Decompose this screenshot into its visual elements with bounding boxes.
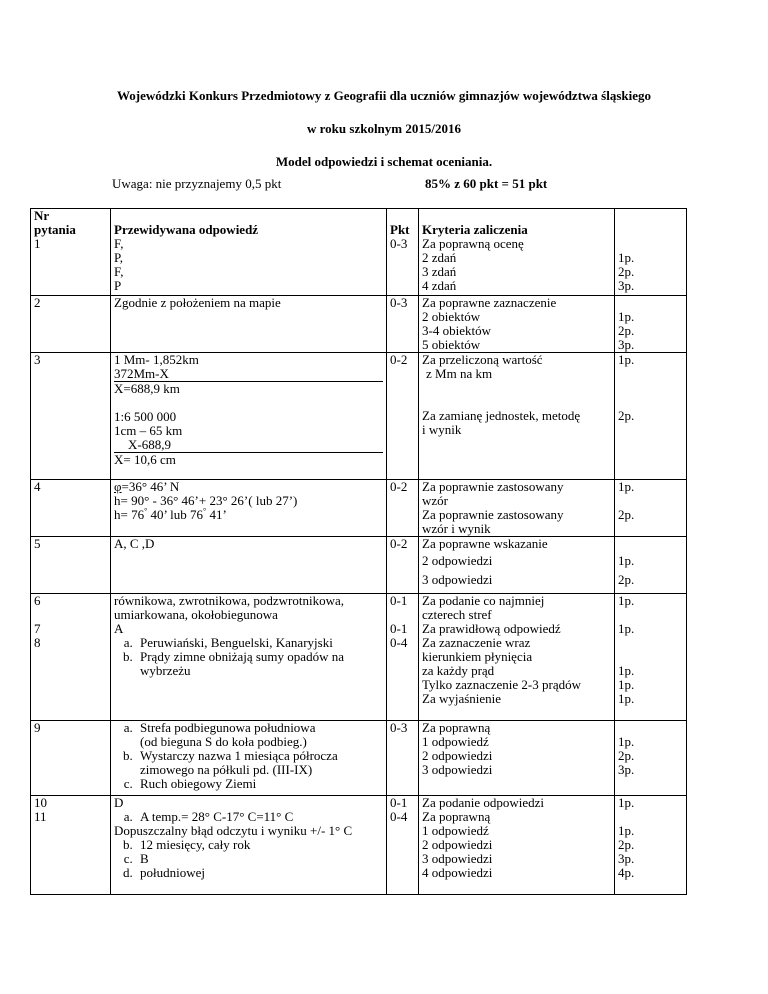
question-number: 1: [34, 236, 41, 251]
question-number: 7: [34, 621, 41, 636]
q9-answer-list: a. Strefa podbiegunowa południowa (od bieguna S do koła podbieg.) b. Wystarczy nazwa 1 miesiąca półrocza zimowego na półkuli pd. (III-IX) c. Ruch obiegowy Ziemi: [114, 721, 383, 791]
table-row-q5: 5 A, C ,D 0-2 Za poprawne wskazanie 2 odpowiedzi 3 odpowiedzi 1p. 2p.: [31, 537, 687, 594]
table-row-q6-q8: 6 7 8 równikowa, zwrotnikowa, podzwrotnikowa, umiarkowana, okołobiegunowa A a. Peruwiański, Benguelski, Kanaryjski b. Prądy zimne obniżają sumy opadów na wybrzeżu 0-1 0-1 0-4 Za podanie co najmniej czterech stref Za prawidłową odpowiedź Za zaznaczenie wraz kierunkiem płynięcia za każdy prąd Tylko zaznaczenie 2-3 prądów Za wyjaśnienie 1p. 1p. 1p. 1p. 1p.: [31, 594, 687, 721]
question-number: 3: [34, 352, 41, 367]
header-subtitle: Model odpowiedzi i schemat oceniania.: [275, 154, 493, 169]
q11-answer-list: a. A temp.= 28° C-17° C=11° C: [114, 810, 383, 824]
question-number: 8: [34, 635, 41, 650]
question-number: 5: [34, 536, 41, 551]
question-number: 11: [34, 809, 47, 824]
question-number: 10: [34, 795, 47, 810]
points-range: 0-3: [390, 236, 408, 251]
column-header-pkt: Pkt: [390, 222, 410, 237]
column-header-nr: Nr: [34, 208, 50, 223]
question-number: 2: [34, 295, 41, 310]
pass-threshold: 85% z 60 pkt = 51 pkt: [425, 176, 548, 191]
header-school-year: w roku szkolnym 2015/2016: [307, 121, 461, 136]
note-half-points: Uwaga: nie przyznajemy 0,5 pkt: [112, 176, 282, 191]
q8-answer-list: a. Peruwiański, Benguelski, Kanaryjski b. Prądy zimne obniżają sumy opadów na wybrzeżu: [114, 636, 383, 678]
question-number: 4: [34, 479, 41, 494]
question-number: 9: [34, 720, 41, 735]
table-row-q9: 9 a. Strefa podbiegunowa południowa (od bieguna S do koła podbieg.) b. Wystarczy nazwa 1 miesiąca półrocza zimowego na półkuli pd. (III-IX) c. Ruch obiegowy Ziemi 0-3 Za poprawną 1 odpowiedź 2 odpowiedzi 3 odpowiedzi 1p. 2p. 3p.: [31, 721, 687, 796]
column-header-answer: Przewidywana odpowiedź: [114, 222, 259, 237]
question-number: 6: [34, 593, 41, 608]
answer-key-table: [30, 208, 687, 895]
table-row-q3: 3 1 Mm- 1,852km 372Mm-X X=688,9 km 1:6 500 000 1cm – 65 km X-688,9 X= 10,6 cm 0-2 Za przeliczoną wartość z Mm na km Za zamianę jednostek, metodę i wynik 1p. 2p.: [31, 353, 687, 480]
table-row-q2: 2 Zgodnie z położeniem na mapie 0-3 Za poprawne zaznaczenie 2 obiektów 3-4 obiektów 5 obiektów 1p. 2p. 3p.: [31, 296, 687, 353]
table-row-q4: 4 φ=36° 46’ N h= 90° - 36° 46’+ 23° 26’( lub 27’) h= 76° 40’ lub 76° 41’ 0-2 Za poprawnie zastosowany wzór Za poprawnie zastosowany wzór i wynik 1p. 2p.: [31, 480, 687, 537]
header-title: Wojewódzki Konkurs Przedmiotowy z Geografii dla uczniów gimnazjów województwa śląskiego: [116, 88, 652, 103]
column-header-criteria: Kryteria zaliczenia: [422, 222, 528, 237]
table-row-q10-q11: 10 11 D a. A temp.= 28° C-17° C=11° C Dopuszczalny błąd odczytu i wyniku +/- 1° C b. 12 miesięcy, cały rok c. B d. południowej 0-1 0-4 Za podanie odpowiedzi Za poprawną 1 odpowiedź 2 odpowiedzi 3 odpowiedzi 4 odpowiedzi 1p. 1p. 2p. 3p. 4p.: [31, 796, 687, 895]
table-row-q1: Nr pytania 1 Przewidywana odpowiedź F, P, F, P Pkt 0-3 Kryteria zaliczenia Za poprawną ocenę 2 zdań 3 zdań 4 zdań 1p. 2p. 3p.: [31, 209, 687, 296]
